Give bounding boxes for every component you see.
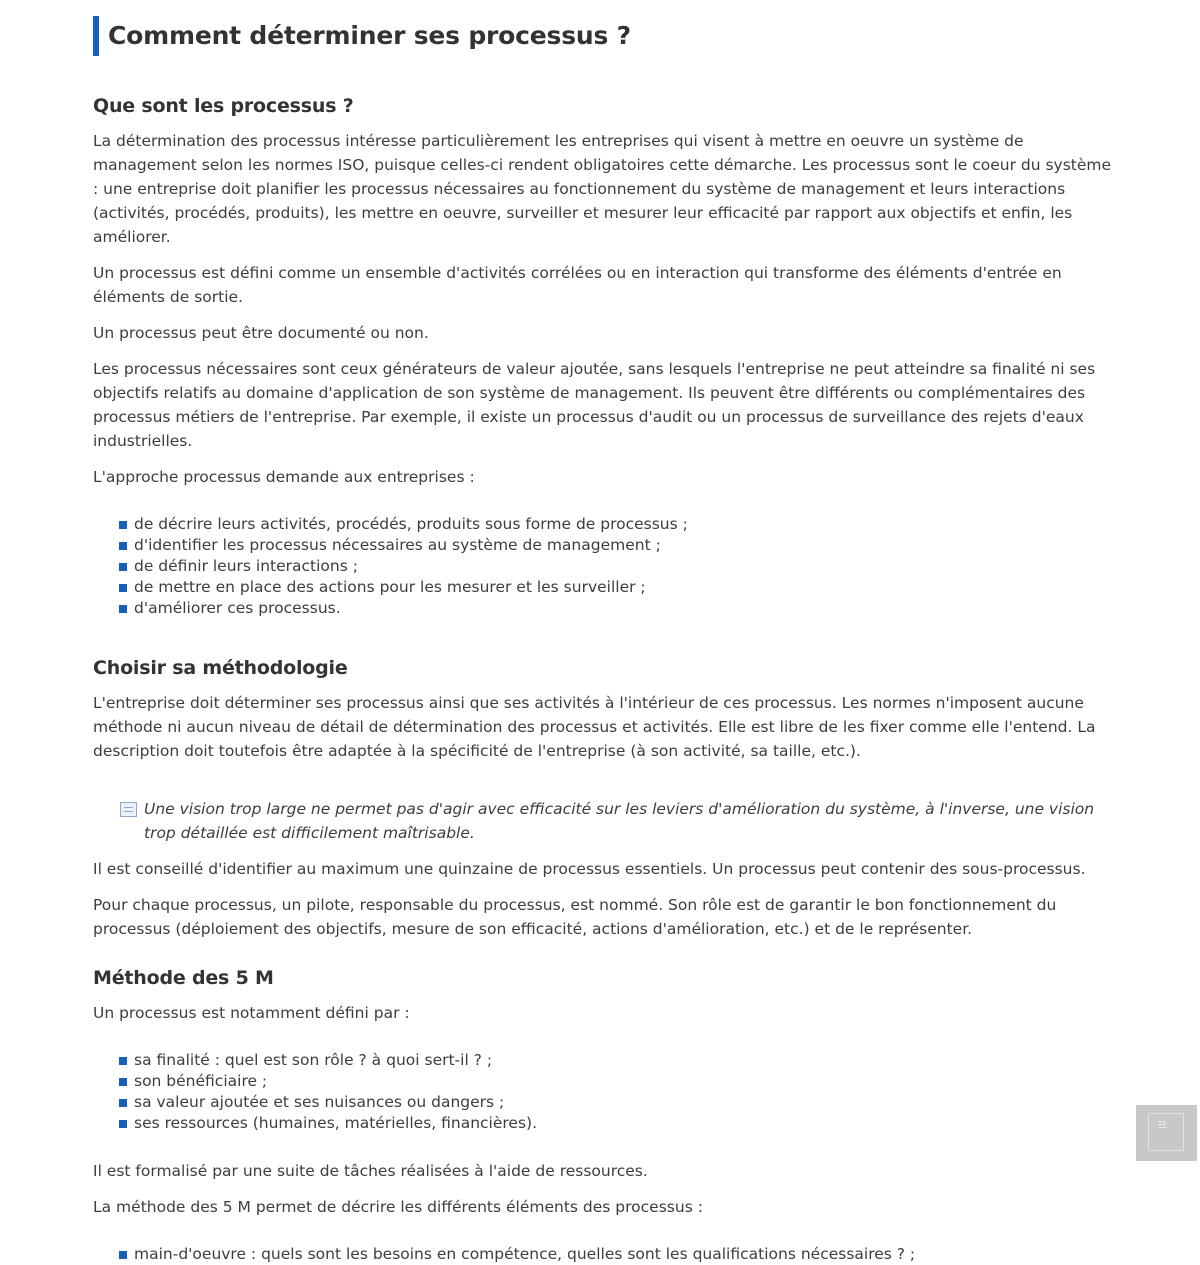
table-of-contents-icon: ☷ (1158, 1121, 1167, 1131)
list-item: ses ressources (humaines, matérielles, financières). (119, 1113, 1113, 1134)
paragraph: La détermination des processus intéresse particulièrement les entreprises qui visent à mettre en oeuvre un système de management selon les normes ISO, puisque celles-ci rendent obligatoires cette démarche. Les processus sont le coeur du système : une entreprise doit planifier les processus nécessaires au fonctionnement du système de management et leurs interactions (activités, procédés, produits), les mettre en oeuvre, surveiller et mesurer leur efficacité par rapport aux objectifs et enfin, les améliorer. (93, 132, 1112, 246)
table-of-contents-button[interactable] (1136, 1105, 1197, 1161)
paragraph: Un processus peut être documenté ou non. (93, 324, 429, 342)
paragraph: Les processus nécessaires sont ceux générateurs de valeur ajoutée, sans lesquels l'entreprise ne peut atteindre sa finalité ni ses objectifs relatifs au domaine d'application de son système de management. Ils peuvent être différents ou complémentaires des processus métiers de l'entreprise. Par exemple, il existe un processus d'audit ou un processus de surveillance des rejets d'eaux industrielles. (93, 360, 1096, 450)
button-frame (1148, 1113, 1184, 1151)
list-item: de décrire leurs activités, procédés, produits sous forme de processus ; (119, 514, 1113, 535)
section-heading-processus: Que sont les processus ? (93, 95, 354, 117)
list-item: son bénéficiaire ; (119, 1071, 1113, 1092)
list-item: de définir leurs interactions ; (119, 556, 1113, 577)
bullet-list (93, 1050, 1113, 1134)
paragraph: Un processus est notamment défini par : (93, 1004, 410, 1022)
article-content (93, 16, 1113, 1265)
note-text: Une vision trop large ne permet pas d'agir avec efficacité sur les leviers d'amélioration du système, à l'inverse, une vision trop détaillée est difficilement maîtrisable. (144, 800, 1095, 842)
list-item: d'améliorer ces processus. (119, 598, 1113, 619)
paragraph: Un processus est défini comme un ensemble d'activités corrélées ou en interaction qui transforme des éléments d'entrée en éléments de sortie. (93, 264, 1062, 306)
list-item: main-d'oeuvre : quels sont les besoins en compétence, quelles sont les qualifications nécessaires ? ; (119, 1244, 1113, 1265)
page-title: Comment déterminer ses processus ? (93, 16, 1113, 56)
list-item: d'identifier les processus nécessaires au système de management ; (119, 535, 1113, 556)
paragraph: L'approche processus demande aux entreprises : (93, 468, 475, 486)
paragraph: L'entreprise doit déterminer ses processus ainsi que ses activités à l'intérieur de ces processus. Les normes n'imposent aucune méthode ni aucun niveau de détail de détermination des processus et activités. Elle est libre de les fixer comme elle l'entend. La description doit toutefois être adaptée à la spécificité de l'entreprise (à son activité, sa taille, etc.). (93, 694, 1096, 760)
list-item: sa finalité : quel est son rôle ? à quoi sert-il ? ; (119, 1050, 1113, 1071)
bullet-list (93, 1244, 1113, 1265)
bullet-list (93, 514, 1113, 619)
paragraph: Il est formalisé par une suite de tâches réalisées à l'aide de ressources. (93, 1162, 648, 1180)
note-block (93, 797, 1113, 845)
section-heading-methodologie: Choisir sa méthodologie (93, 657, 348, 679)
paragraph: Il est conseillé d'identifier au maximum une quinzaine de processus essentiels. Un processus peut contenir des sous-processus. (93, 860, 1086, 878)
paragraph: La méthode des 5 M permet de décrire les différents éléments des processus : (93, 1198, 703, 1216)
note-icon (120, 802, 137, 817)
list-item: sa valeur ajoutée et ses nuisances ou dangers ; (119, 1092, 1113, 1113)
section-heading-5m: Méthode des 5 M (93, 967, 274, 989)
list-item: de mettre en place des actions pour les mesurer et les surveiller ; (119, 577, 1113, 598)
paragraph: Pour chaque processus, un pilote, responsable du processus, est nommé. Son rôle est de garantir le bon fonctionnement du processus (déploiement des objectifs, mesure de son efficacité, actions d'amélioration, etc.) et de le représenter. (93, 896, 1057, 938)
